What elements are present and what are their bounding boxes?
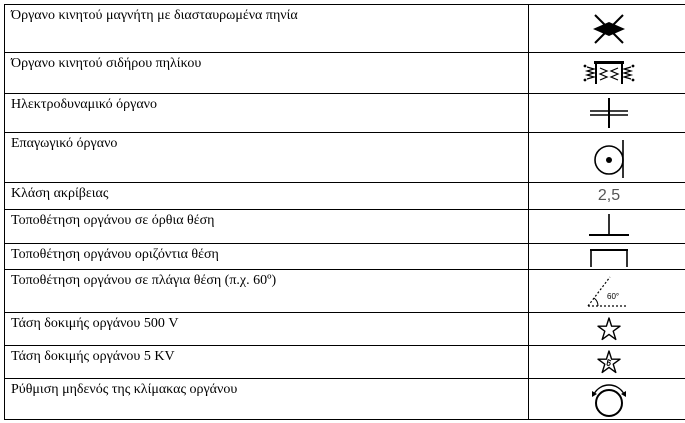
row-symbol — [529, 244, 685, 270]
row-label: Τοποθέτηση οργάνου σε πλάγια θέση (π.χ. 60º) — [5, 270, 529, 313]
row-symbol — [529, 270, 685, 313]
angle-label: 60° — [607, 292, 620, 301]
row-symbol — [529, 183, 685, 210]
row-symbol — [529, 5, 685, 53]
table-row — [5, 53, 685, 94]
accuracy-class-text: 2,5 — [597, 187, 621, 204]
moving-iron-ratio-icon — [579, 58, 639, 88]
table-row — [5, 270, 685, 313]
test-voltage-500v-star-icon — [596, 316, 622, 342]
row-label: Τάση δοκιμής οργάνου 5 KV — [5, 346, 529, 379]
crossed-coils-moving-magnet-icon — [589, 9, 629, 49]
horizontal-position-icon — [585, 245, 633, 269]
table-row — [5, 133, 685, 183]
row-label: Τοποθέτηση οργάνου οριζόντια θέση — [5, 244, 529, 270]
row-symbol — [529, 210, 685, 244]
table-row — [5, 94, 685, 133]
zero-adjust-icon — [587, 379, 631, 419]
row-label: Όργανο κινητού σιδήρου πηλίκου — [5, 53, 529, 94]
row-label: Τοποθέτηση οργάνου σε όρθια θέση — [5, 210, 529, 244]
table-row — [5, 210, 685, 244]
row-symbol — [529, 313, 685, 346]
vertical-position-icon — [585, 212, 633, 242]
row-label: Όργανο κινητού μαγνήτη με διασταυρωμένα πηνία — [5, 5, 529, 53]
table-row — [5, 5, 685, 53]
row-symbol — [529, 94, 685, 133]
row-label: Ηλεκτροδυναμικό όργανο — [5, 94, 529, 133]
row-label: Τάση δοκιμής οργάνου 500 V — [5, 313, 529, 346]
table-row — [5, 346, 685, 379]
induction-icon — [587, 136, 631, 180]
row-symbol — [529, 379, 685, 420]
row-symbol — [529, 133, 685, 183]
row-symbol — [529, 53, 685, 94]
row-label: Ρύθμιση μηδενός της κλίμακας οργάνου — [5, 379, 529, 420]
test-voltage-5kv-star-icon — [596, 349, 622, 375]
row-label: Επαγωγικό όργανο — [5, 133, 529, 183]
row-label: Κλάση ακρίβειας — [5, 183, 529, 210]
table-row — [5, 244, 685, 270]
table-row — [5, 379, 685, 420]
table-row — [5, 313, 685, 346]
table-row — [5, 183, 685, 210]
row-symbol — [529, 346, 685, 379]
symbols-table — [4, 4, 685, 420]
electrodynamic-icon — [587, 96, 631, 130]
inclined-position-icon — [584, 273, 634, 309]
